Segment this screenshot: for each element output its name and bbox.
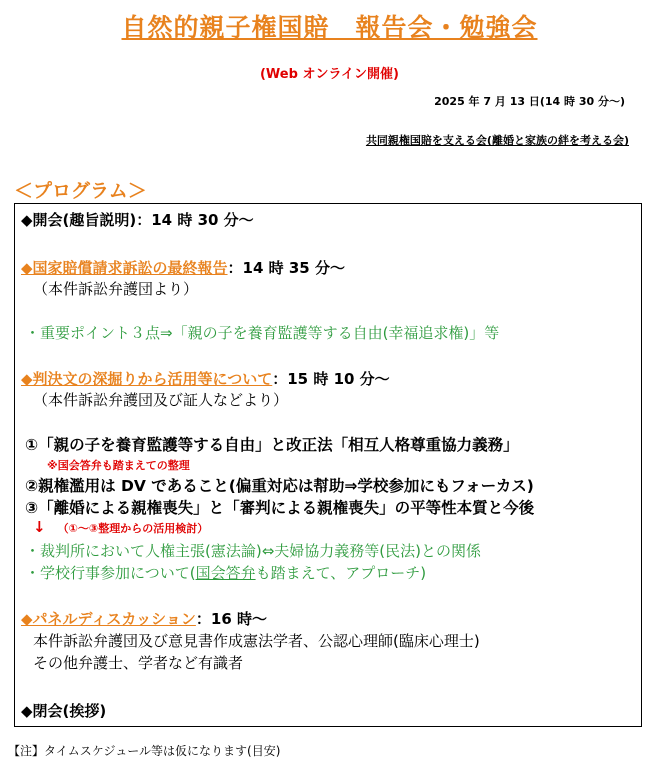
section2-item3: ③「離婚による親権喪失」と「審判による親権喪失」の平等性本質と今後 xyxy=(25,499,535,517)
program-box xyxy=(14,203,642,727)
down-arrow-icon: ↓ xyxy=(33,518,46,536)
section2-bullet2-post: も踏まえて、アプローチ) xyxy=(255,564,427,582)
section1-time: ：14 時 35 分〜 xyxy=(227,259,345,277)
section1-by: （本件訴訟弁護団より） xyxy=(33,280,199,298)
section3-heading xyxy=(21,608,267,629)
section2-by: （本件訴訟弁護団及び証人などより） xyxy=(33,391,289,409)
section1-point: ・重要ポイント３点⇒「親の子を養育監護等する自由(幸福追求権)」等 xyxy=(25,324,500,342)
program-heading: ＜プログラム＞ xyxy=(14,180,147,202)
section2-bullet2-pre: ・学校行事参加について( xyxy=(25,564,196,582)
section2-bullet2-link: 国会答弁 xyxy=(195,564,256,582)
section2-item1: ①「親の子を養育監護等する自由」と改正法「相互人格尊重協力義務」 xyxy=(25,436,519,454)
section1-heading xyxy=(21,257,345,278)
page-title: 自然的親子権国賠 報告会・勉強会 xyxy=(121,13,538,42)
footnote: 【注】タイムスケジュール等は仮になります(目安) xyxy=(8,744,281,758)
section2-item2: ②親権濫用は DV であること(偏重対応は幇助⇒学校参加にもフォーカス) xyxy=(25,477,534,495)
event-date: 2025 年 7 月 13 日(14 時 30 分〜) xyxy=(434,95,625,108)
organizer: 共同親権国賠を支える会(離婚と家族の絆を考える会) xyxy=(365,134,629,147)
section3-line1: 本件訴訟弁護団及び意見書作成憲法学者、公認心理師(臨床心理士) xyxy=(33,632,480,650)
section2-time: ：15 時 10 分〜 xyxy=(272,370,390,388)
section1-title: ◆国家賠償請求訴訟の最終報告 xyxy=(21,259,228,277)
section2-heading xyxy=(21,368,390,389)
section3-time: ：16 時〜 xyxy=(195,610,267,628)
section2-arrow-note: （①〜③整理からの活用検討） xyxy=(57,522,209,535)
section2-title: ◆判決文の深掘りから活用等について xyxy=(21,370,273,388)
section3-title: ◆パネルディスカッション xyxy=(21,610,196,628)
section3-line2: その他弁護士、学者など有識者 xyxy=(33,654,244,672)
section2-arrow xyxy=(33,518,208,536)
closing-line: ◆閉会(挨拶) xyxy=(21,702,107,720)
event-format: (Web オンライン開催) xyxy=(259,67,400,82)
section2-bullet2 xyxy=(25,562,426,583)
section2-bullet1: ・裁判所において人権主張(憲法論)⇔夫婦協力義務等(民法)との関係 xyxy=(25,542,481,560)
section2-item1-note: ※国会答弁も踏まえての整理 xyxy=(47,459,190,472)
opening-line: ◆開会(趣旨説明)：14 時 30 分〜 xyxy=(21,211,254,229)
